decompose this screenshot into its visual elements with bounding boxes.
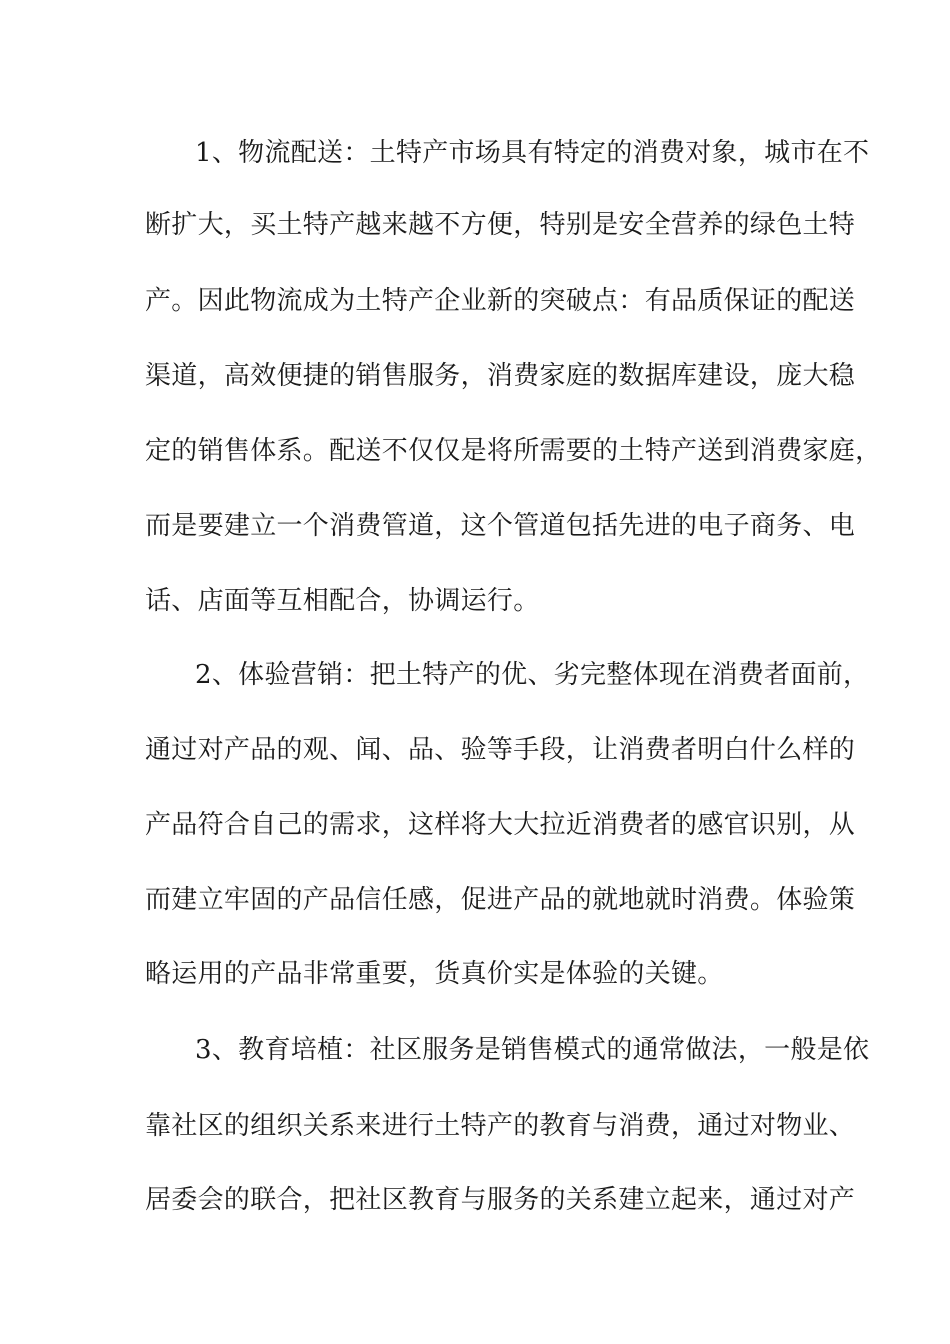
paragraph-1-line-5: 定的销售体系。配送不仅仅是将所需要的土特产送到消费家庭， xyxy=(145,436,882,466)
paragraph-1-line-6: 而是要建立一个消费管道，这个管道包括先进的电子商务、电 xyxy=(145,511,856,541)
paragraph-1-line-3: 产。因此物流成为土特产企业新的突破点：有品质保证的配送 xyxy=(145,286,856,316)
paragraph-2-line-2: 通过对产品的观、闻、品、验等手段，让消费者明白什么样的 xyxy=(145,735,856,765)
paragraph-3-line-2: 靠社区的组织关系来进行土特产的教育与消费，通过对物业、 xyxy=(145,1111,856,1141)
paragraph-1-line-7: 话、店面等互相配合，协调运行。 xyxy=(145,586,540,616)
paragraph-2-line-1: 2、体验营销：把土特产的优、劣完整体现在消费者面前， xyxy=(195,660,870,690)
paragraph-2-line-3: 产品符合自己的需求，这样将大大拉近消费者的感官识别，从 xyxy=(145,810,856,840)
paragraph-3-line-3: 居委会的联合，把社区教育与服务的关系建立起来，通过对产 xyxy=(145,1185,856,1215)
paragraph-1-line-2: 断扩大，买土特产越来越不方便，特别是安全营养的绿色土特 xyxy=(145,210,856,240)
paragraph-2-line-5: 略运用的产品非常重要，货真价实是体验的关键。 xyxy=(145,959,724,989)
paragraph-1-line-4: 渠道，高效便捷的销售服务，消费家庭的数据库建设，庞大稳 xyxy=(145,361,856,391)
paragraph-2-line-4: 而建立牢固的产品信任感，促进产品的就地就时消费。体验策 xyxy=(145,885,856,915)
paragraph-3-line-1: 3、教育培植：社区服务是销售模式的通常做法，一般是依 xyxy=(195,1035,870,1065)
paragraph-1-line-1: 1、物流配送：土特产市场具有特定的消费对象，城市在不 xyxy=(195,138,870,168)
